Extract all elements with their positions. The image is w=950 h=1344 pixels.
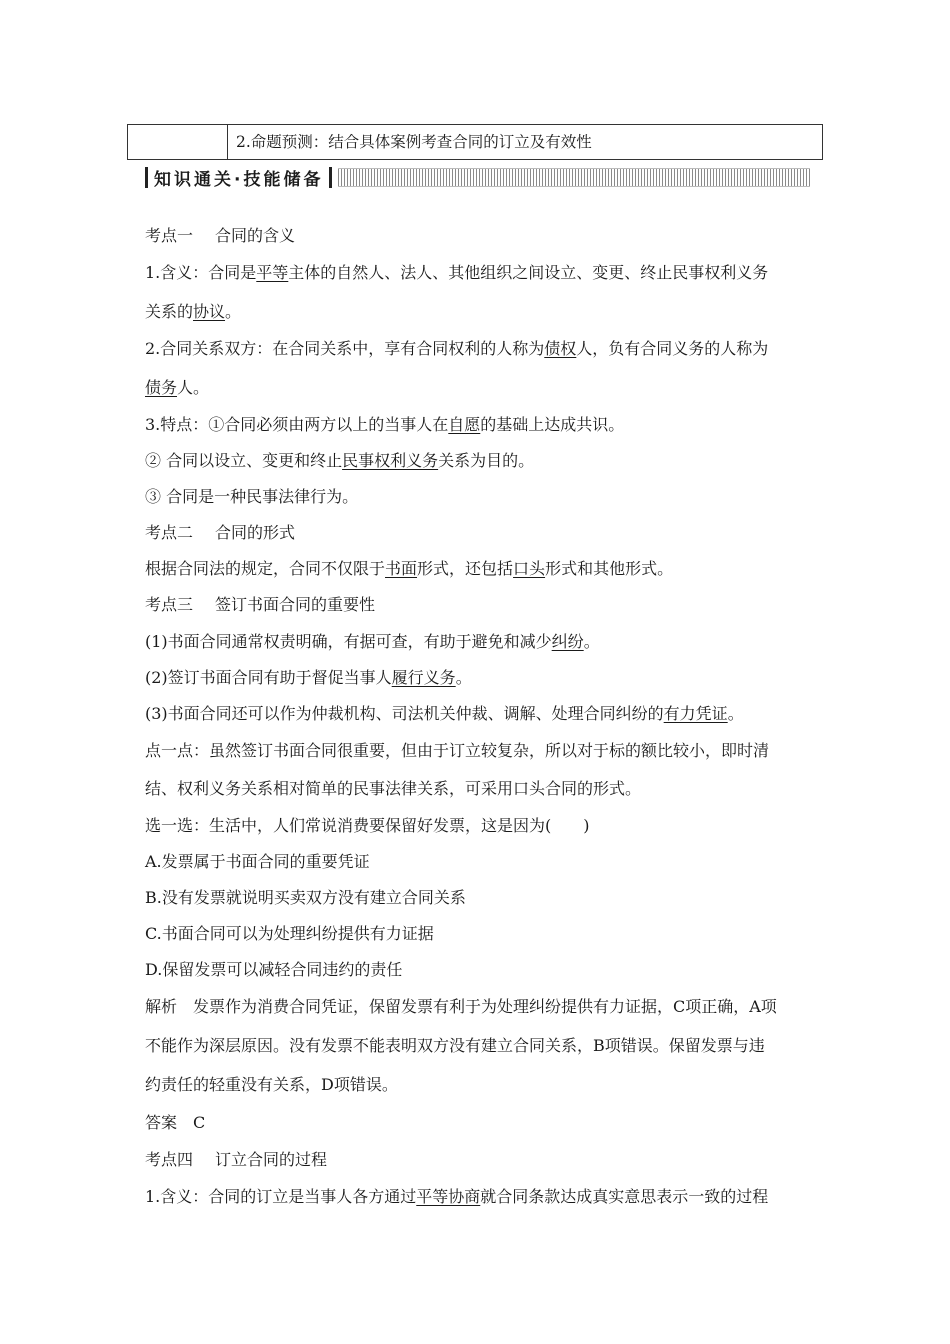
- text: 。: [455, 668, 472, 687]
- header-table: [127, 124, 823, 160]
- banner-right-bar: [329, 167, 332, 188]
- underlined-term: 民事权利义务: [342, 451, 439, 470]
- section-banner: [145, 165, 810, 189]
- text: 形式，还包括: [417, 559, 514, 578]
- paragraph: [145, 632, 600, 652]
- answer: 答案 C: [145, 1113, 206, 1132]
- underlined-term: 协议: [193, 302, 226, 321]
- underlined-term: 平等协商: [416, 1187, 481, 1206]
- option-d: D.保留发票可以减轻合同违约的责任: [145, 960, 403, 979]
- underlined-term: 书面: [385, 559, 418, 578]
- kp4-heading: [145, 1150, 327, 1170]
- text: 。: [583, 632, 600, 651]
- underlined-term: 有力凭证: [663, 704, 728, 723]
- text: 关系为目的。: [438, 451, 535, 470]
- kp-title: 签订书面合同的重要性: [215, 595, 376, 614]
- underlined-term: 平等: [256, 263, 289, 282]
- analysis-line: 约责任的轻重没有关系，D项错误。: [145, 1075, 398, 1094]
- text: (2)签订书面合同有助于督促当事人: [145, 668, 392, 687]
- text: 2.合同关系双方：在合同关系中，享有合同权利的人称为: [145, 339, 545, 358]
- text: 。: [727, 704, 744, 723]
- kp-title: 订立合同的过程: [215, 1150, 328, 1169]
- paragraph: [145, 668, 472, 688]
- option-a: A.发票属于书面合同的重要凭证: [145, 852, 370, 871]
- text: 根据合同法的规定，合同不仅限于: [145, 559, 386, 578]
- text: 形式和其他形式。: [545, 559, 674, 578]
- text: ② 合同以设立、变更和终止: [145, 451, 343, 470]
- paragraph: [145, 451, 534, 471]
- paragraph: [145, 559, 673, 579]
- text: 点一点：虽然签订书面合同很重要，但由于订立较复杂，所以对于标的额比较小，即时清: [145, 741, 770, 760]
- banner-hatch-pattern: [338, 168, 810, 187]
- banner-title: 知识通关·技能储备: [154, 169, 324, 190]
- kp3-heading: [145, 595, 375, 615]
- underlined-term: 口头: [513, 559, 546, 578]
- table-right-cell: 2.命题预测：结合具体案例考查合同的订立及有效性: [236, 133, 592, 151]
- paragraph: [145, 339, 768, 359]
- underlined-term: 自愿: [448, 415, 481, 434]
- kp-title: 合同的含义: [215, 226, 296, 245]
- paragraph: [145, 302, 241, 322]
- text: 3.特点：①合同必须由两方以上的当事人在: [145, 415, 449, 434]
- paragraph: [145, 378, 209, 398]
- paragraph: [145, 263, 768, 283]
- option-b: B.没有发票就说明买卖双方没有建立合同关系: [145, 888, 466, 907]
- text: (3)书面合同还可以作为仲裁机构、司法机关仲裁、调解、处理合同纠纷的: [145, 704, 664, 723]
- analysis-line: 解析 发票作为消费合同凭证，保留发票有利于为处理纠纷提供有力证据，C项正确，A项: [145, 997, 777, 1016]
- paragraph: [145, 487, 358, 507]
- text: 人。: [177, 378, 210, 397]
- text: ③ 合同是一种民事法律行为。: [145, 487, 359, 506]
- kp2-heading: [145, 523, 295, 543]
- table-left-cell: [128, 125, 228, 159]
- text: 就合同条款达成真实意思表示一致的过程: [480, 1187, 769, 1206]
- text: 结、权利义务关系相对简单的民事法律关系，可采用口头合同的形式。: [145, 779, 642, 798]
- tip-paragraph: [145, 741, 769, 761]
- kp1-heading: [145, 226, 295, 246]
- text: 关系的: [145, 302, 194, 321]
- text: 主体的自然人、法人、其他组织之间设立、变更、终止民事权利义务: [288, 263, 769, 282]
- underlined-term: 纠纷: [551, 632, 584, 651]
- underlined-term: 债务: [145, 378, 178, 397]
- tip-paragraph: [145, 779, 641, 799]
- kp-label: 考点二: [145, 523, 194, 542]
- underlined-term: 债权: [544, 339, 577, 358]
- analysis-line: 不能作为深层原因。没有发票不能表明双方没有建立合同关系，B项错误。保留发票与违: [145, 1036, 765, 1055]
- question-stem: 选一选：生活中，人们常说消费要保留好发票，这是因为( ): [145, 816, 590, 835]
- text: 人，负有合同义务的人称为: [576, 339, 769, 358]
- text: 的基础上达成共识。: [480, 415, 625, 434]
- text: 。: [225, 302, 242, 321]
- text: (1)书面合同通常权责明确，有据可查，有助于避免和减少: [145, 632, 552, 651]
- text: 1.含义：合同的订立是当事人各方通过: [145, 1187, 417, 1206]
- kp-label: 考点一: [145, 226, 194, 245]
- underlined-term: 履行义务: [391, 668, 456, 687]
- kp-title: 合同的形式: [215, 523, 296, 542]
- paragraph: [145, 704, 744, 724]
- text: 1.含义：合同是: [145, 263, 257, 282]
- paragraph: [145, 1187, 768, 1207]
- kp-label: 考点四: [145, 1150, 194, 1169]
- option-c: C.书面合同可以为处理纠纷提供有力证据: [145, 924, 434, 943]
- kp-label: 考点三: [145, 595, 194, 614]
- paragraph: [145, 415, 624, 435]
